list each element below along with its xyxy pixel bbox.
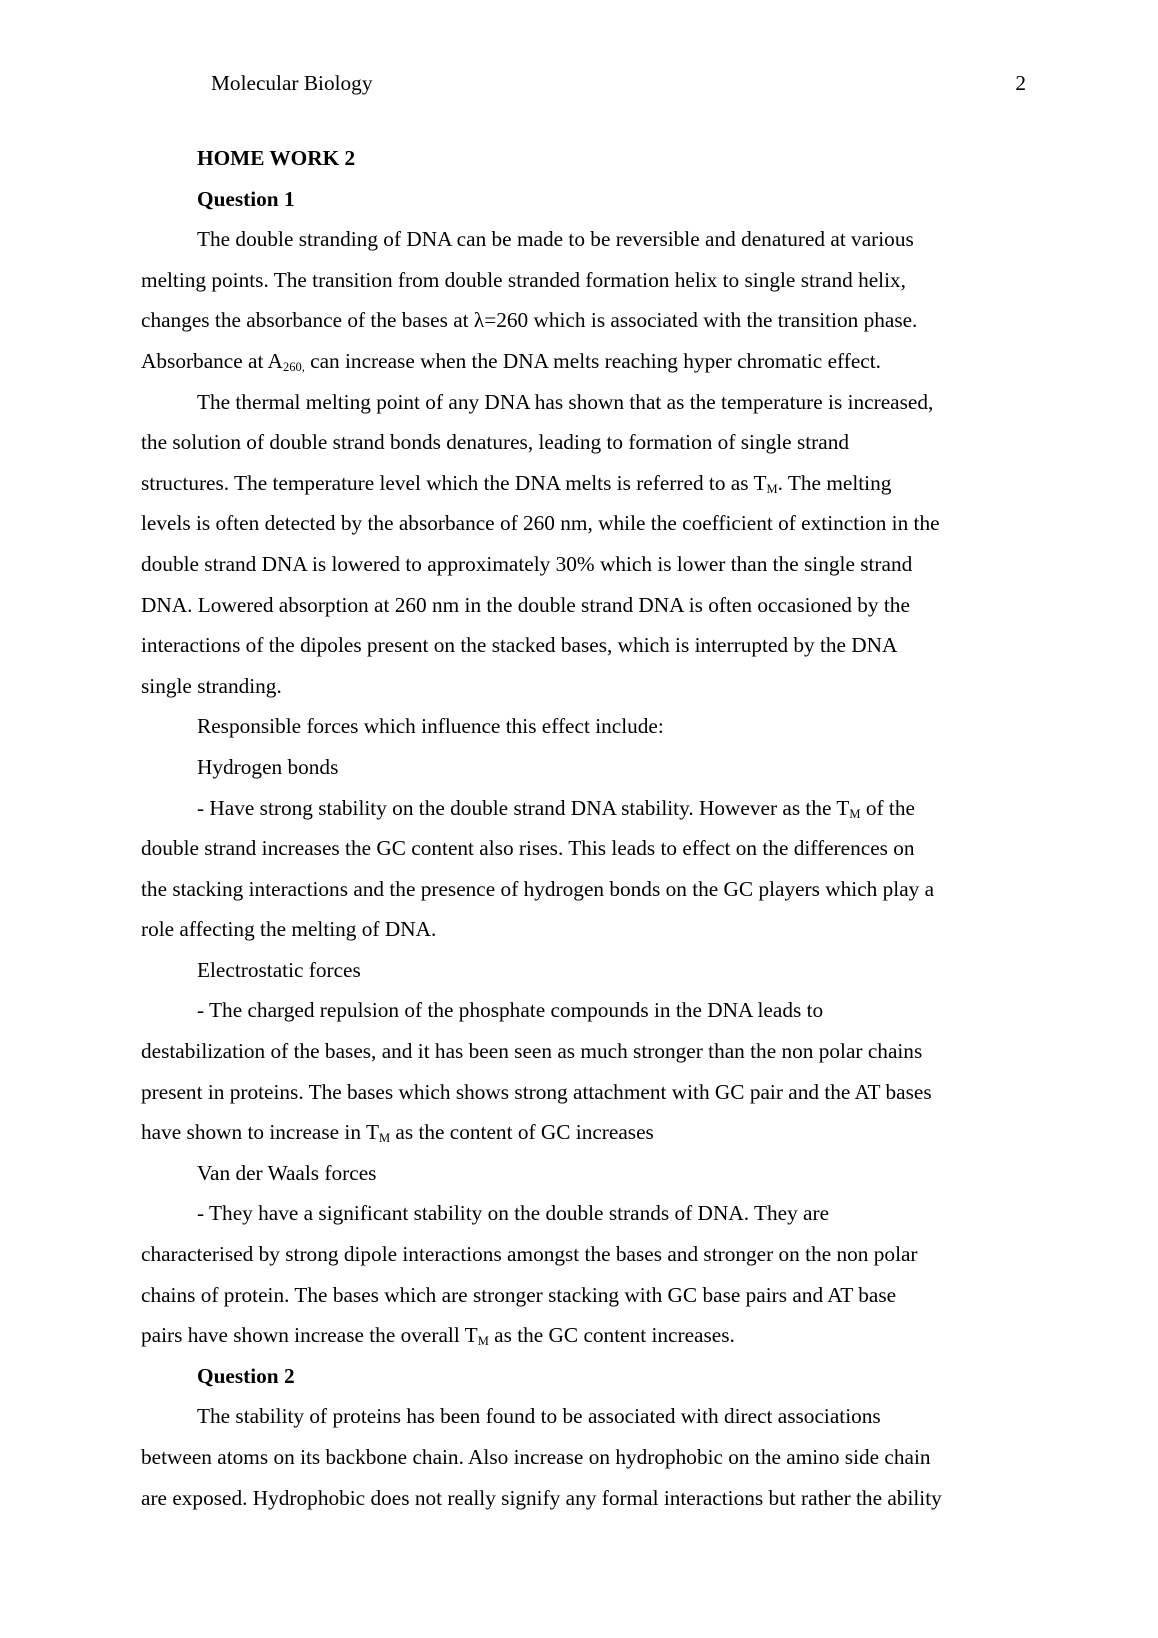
text-run: The thermal melting point of any DNA has shown that as the temperature is increased,: [197, 389, 934, 414]
text-line: [141, 828, 1027, 869]
text-run: can increase when the DNA melts reaching hyper chromatic effect.: [304, 348, 881, 373]
text-run: Absorbance at A: [141, 348, 283, 373]
text-line: [141, 341, 1027, 382]
text-run: - The charged repulsion of the phosphate compounds in the DNA leads to: [197, 998, 824, 1023]
text-line: [141, 1153, 1027, 1194]
text-line: [141, 503, 1027, 544]
text-run: characterised by strong dipole interactions amongst the bases and stronger on the non polar: [141, 1242, 918, 1267]
subscript: M: [477, 1334, 489, 1349]
text-run: structures. The temperature level which the DNA melts is referred to as T: [141, 470, 767, 495]
text-run: The double stranding of DNA can be made to be reversible and denatured at various: [197, 227, 914, 252]
text-run: Electrostatic forces: [197, 957, 361, 982]
text-line: [141, 990, 1027, 1031]
text-run: - Have strong stability on the double strand DNA stability. However as the T: [197, 795, 850, 820]
text-run: chains of protein. The bases which are stronger stacking with GC base pairs and AT base: [141, 1282, 897, 1307]
text-line: [141, 1234, 1027, 1275]
text-run: Van der Waals forces: [197, 1160, 377, 1185]
text-line: [141, 1396, 1027, 1437]
text-line: [141, 382, 1027, 423]
section-heading: Question 2: [197, 1363, 295, 1388]
text-line: [141, 544, 1027, 585]
text-run: levels is often detected by the absorbance of 260 nm, while the coefficient of extinction in the: [141, 511, 940, 536]
text-line: [141, 1112, 1027, 1153]
text-run: have shown to increase in T: [141, 1120, 379, 1145]
text-line: [141, 260, 1027, 301]
text-run: double strand DNA is lowered to approximately 30% which is lower than the single strand: [141, 551, 913, 576]
text-line: [141, 1072, 1027, 1113]
text-line: [141, 909, 1027, 950]
text-run: are exposed. Hydrophobic does not really signify any formal interactions but rather the ability: [141, 1485, 942, 1510]
text-run: Responsible forces which influence this effect include:: [197, 714, 664, 739]
subscript: M: [766, 481, 778, 496]
text-line: [141, 463, 1027, 504]
text-run: present in proteins. The bases which shows strong attachment with GC pair and the AT bases: [141, 1079, 932, 1104]
text-line: [141, 747, 1027, 788]
subscript: 260,: [282, 359, 305, 374]
text-line: [141, 1031, 1027, 1072]
text-run: of the: [860, 795, 915, 820]
text-line: [141, 1478, 1027, 1519]
text-run: as the GC content increases.: [488, 1323, 735, 1348]
subscript: M: [849, 806, 861, 821]
text-run: between atoms on its backbone chain. Also increase on hydrophobic on the amino side chain: [141, 1445, 931, 1469]
document-body: [141, 138, 1027, 1518]
text-line: [141, 300, 1027, 341]
text-run: interactions of the dipoles present on the stacked bases, which is interrupted by the DNA: [141, 633, 898, 658]
text-line: [141, 625, 1027, 666]
text-run: as the content of GC increases: [390, 1120, 654, 1145]
text-run: . The melting: [777, 470, 892, 495]
text-line: [141, 1275, 1027, 1316]
text-run: single stranding.: [141, 673, 282, 698]
text-line: [141, 666, 1027, 707]
text-line: [141, 869, 1027, 910]
text-run: changes the absorbance of the bases at λ=260 which is associated with the transition phase.: [141, 308, 918, 333]
text-run: - They have a significant stability on the double strands of DNA. They are: [197, 1201, 830, 1226]
section-heading: Question 1: [197, 186, 295, 211]
text-line: [141, 788, 1027, 829]
text-line: [141, 950, 1027, 991]
text-line: [141, 1193, 1027, 1234]
text-line: [141, 585, 1027, 626]
text-run: pairs have shown increase the overall T: [141, 1323, 478, 1348]
section-heading: HOME WORK 2: [197, 146, 356, 170]
text-run: role affecting the melting of DNA.: [141, 917, 437, 942]
text-line: [141, 1437, 1027, 1478]
text-run: the solution of double strand bonds denatures, leading to formation of single strand: [141, 430, 849, 455]
text-run: destabilization of the bases, and it has been seen as much stronger than the non polar chains: [141, 1039, 923, 1064]
text-line: [141, 706, 1027, 747]
page-number: 2: [1015, 71, 1026, 95]
text-run: DNA. Lowered absorption at 260 nm in the double strand DNA is often occasioned by the: [141, 592, 910, 617]
running-header-title: Molecular Biology: [211, 71, 373, 95]
text-run: melting points. The transition from double stranded formation helix to single strand helix,: [141, 267, 906, 292]
text-line: [141, 1315, 1027, 1356]
text-run: The stability of proteins has been found to be associated with direct associations: [197, 1404, 881, 1429]
text-line: [141, 219, 1027, 260]
subscript: M: [378, 1131, 391, 1146]
text-run: double strand increases the GC content also rises. This leads to effect on the differences on: [141, 836, 915, 861]
text-run: the stacking interactions and the presence of hydrogen bonds on the GC players which play a: [141, 876, 935, 901]
text-line: [141, 422, 1027, 463]
text-run: Hydrogen bonds: [197, 754, 339, 779]
